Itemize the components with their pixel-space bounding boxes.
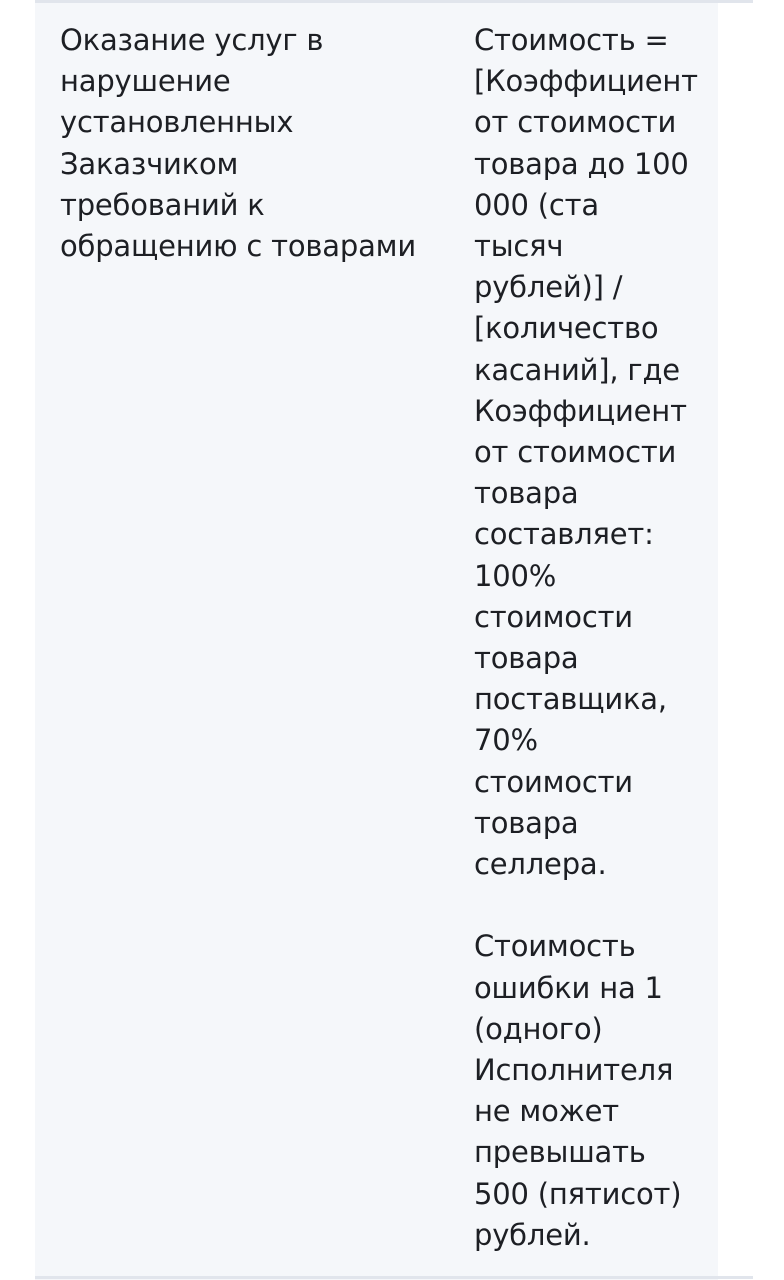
service-line: нарушение <box>60 64 231 99</box>
service-line: Заказчиком <box>60 146 239 181</box>
cost-cell <box>474 20 709 1256</box>
cost-line: товара до 100 <box>474 146 689 181</box>
cost-line: [количество <box>474 311 659 346</box>
cost-limit-line: (одного) <box>474 1011 603 1046</box>
cost-line: [Коэффициент <box>474 64 698 99</box>
cost-limit-line: превышать <box>474 1135 646 1170</box>
service-line: Оказание услуг в <box>60 23 324 57</box>
cost-line: стоимости <box>474 764 633 799</box>
cost-limit-line: ошибки на 1 <box>474 970 663 1005</box>
cost-limit-line: Исполнителя <box>474 1053 674 1088</box>
cost-line: стоимости <box>474 599 633 634</box>
cost-limit-line: Стоимость <box>474 929 636 964</box>
service-line: требований к <box>60 187 265 222</box>
cost-line: поставщика, <box>474 682 667 717</box>
cost-line: касаний], где <box>474 352 680 387</box>
cost-formula <box>474 20 709 885</box>
cost-line: тысяч <box>474 229 564 264</box>
cost-limit-line: 500 (пятисот) <box>474 1176 682 1211</box>
table-edge <box>718 0 753 1280</box>
cost-line: 000 (ста <box>474 187 599 222</box>
cost-line: селлера. <box>474 847 607 882</box>
cost-line: товара <box>474 641 579 676</box>
service-description <box>60 20 445 267</box>
cost-line: рублей)] / <box>474 270 623 305</box>
cost-line: составляет: <box>474 517 654 552</box>
cost-line: от стоимости <box>474 105 677 140</box>
row-bottom-border <box>35 1276 753 1279</box>
cost-limit <box>474 926 709 1256</box>
cost-line: товара <box>474 805 579 840</box>
cost-line: Коэффициент <box>474 393 687 428</box>
cost-line: Стоимость = <box>474 23 669 57</box>
cost-limit-line: рублей. <box>474 1217 591 1252</box>
cost-line: товара <box>474 476 579 511</box>
row-top-border <box>35 0 753 3</box>
cost-limit-line: не может <box>474 1094 619 1129</box>
service-line: установленных <box>60 105 294 140</box>
service-line: обращению с товарами <box>60 229 416 264</box>
cost-line: от стоимости <box>474 435 677 470</box>
service-cell <box>60 20 445 267</box>
cost-line: 70% <box>474 723 538 758</box>
cost-line: 100% <box>474 558 557 593</box>
